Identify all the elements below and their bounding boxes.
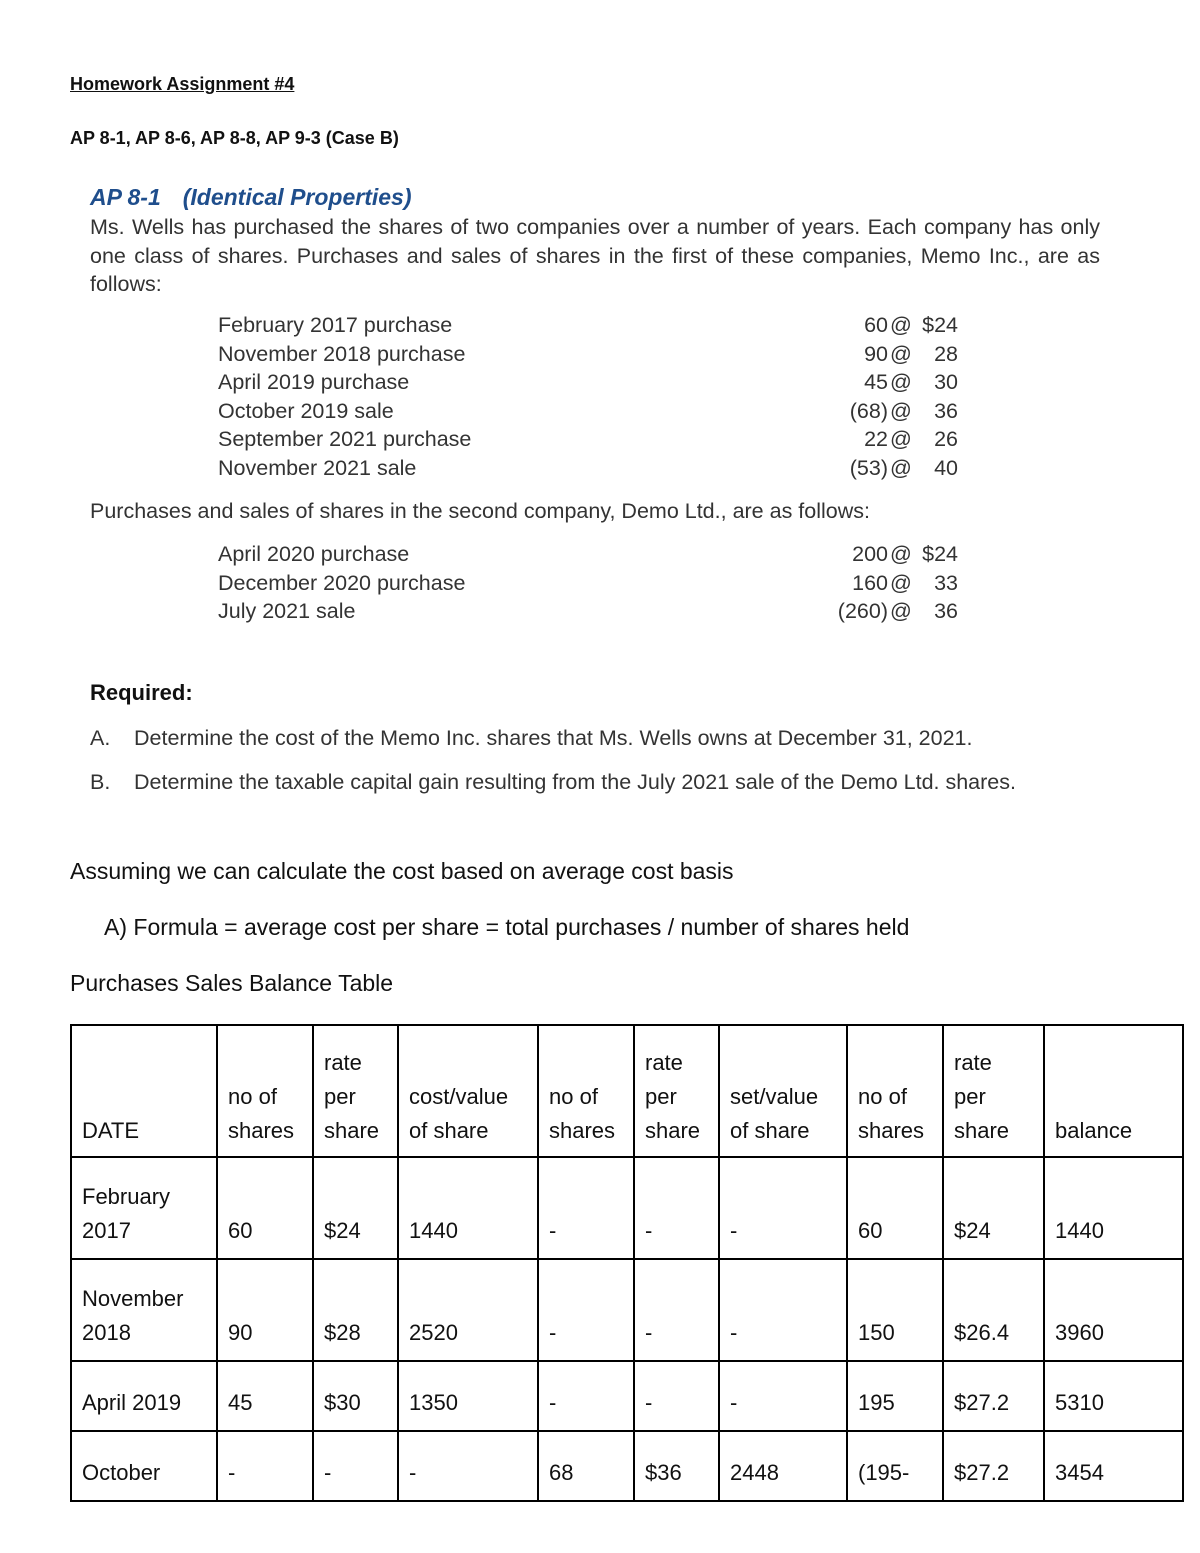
problem-name: (Identical Properties) — [182, 184, 412, 210]
transaction-row — [218, 370, 958, 398]
column-header-line: of share — [409, 1118, 489, 1143]
table-cell: 90 — [217, 1259, 313, 1361]
table-title: Purchases Sales Balance Table — [70, 970, 394, 996]
transaction-qty: 60 — [864, 313, 888, 337]
table-cell: $24 — [313, 1157, 398, 1259]
column-header-line: DATE — [82, 1118, 140, 1143]
column-header-line: rate — [954, 1050, 992, 1075]
transaction-qty: (68) — [849, 398, 888, 423]
table-cell: 1440 — [1044, 1157, 1183, 1259]
at-sign: @ — [890, 427, 912, 452]
transaction-row — [218, 313, 958, 341]
table-cell: - — [398, 1431, 538, 1501]
transaction-qty: 160 — [852, 570, 888, 595]
date-cell-line: April 2019 — [82, 1390, 182, 1415]
table-cell: 3960 — [1044, 1259, 1183, 1361]
table-cell: $30 — [313, 1361, 398, 1431]
column-header-line: cost/value — [409, 1084, 509, 1109]
at-sign: @ — [890, 570, 912, 595]
required-item-a — [90, 726, 972, 751]
column-header-line: share — [954, 1118, 1010, 1143]
assigned-problems: AP 8-1, AP 8-6, AP 8-8, AP 9-3 (Case B) — [70, 128, 399, 148]
transaction-price: 26 — [934, 427, 958, 452]
column-header-line: share — [324, 1118, 380, 1143]
table-cell: 60 — [217, 1157, 313, 1259]
column-header-line: set/value — [730, 1084, 819, 1109]
table-cell: - — [634, 1157, 719, 1259]
formula-text: A) Formula = average cost per share = total purchases / number of shares held — [104, 914, 910, 940]
transaction-price: 33 — [934, 570, 958, 595]
problem-heading — [90, 184, 412, 211]
transaction-label: December 2020 purchase — [218, 570, 466, 595]
transaction-qty: 90 — [864, 341, 888, 366]
table-cell: 195 — [847, 1361, 943, 1431]
table-cell: $36 — [634, 1431, 719, 1501]
table-cell: - — [634, 1259, 719, 1361]
problem-code: AP 8-1 — [90, 184, 161, 210]
column-header — [1044, 1025, 1183, 1157]
date-cell-line: 2017 — [82, 1218, 131, 1243]
table-cell: - — [217, 1431, 313, 1501]
transaction-qty: 200 — [852, 542, 888, 566]
column-header-line: rate — [324, 1050, 362, 1075]
table-cell: (195- — [847, 1431, 943, 1501]
required-text: Determine the taxable capital gain resulting from the July 2021 sale of the Demo Ltd. shares. — [134, 770, 1016, 794]
transaction-row — [218, 456, 958, 484]
table-cell: 150 — [847, 1259, 943, 1361]
table-cell: $24 — [943, 1157, 1044, 1259]
column-header-line: shares — [549, 1118, 616, 1143]
at-sign: @ — [890, 599, 912, 624]
transaction-row — [218, 399, 958, 427]
column-header — [313, 1025, 398, 1157]
table-cell: - — [719, 1361, 847, 1431]
date-cell — [71, 1259, 217, 1361]
table-row — [71, 1431, 1183, 1501]
table-cell: 68 — [538, 1431, 634, 1501]
assumption-text: Assuming we can calculate the cost based on average cost basis — [70, 858, 734, 884]
table-row — [71, 1259, 1183, 1361]
at-sign: @ — [890, 456, 912, 480]
column-header-line: balance — [1055, 1118, 1133, 1143]
transaction-label: October 2019 sale — [218, 398, 394, 423]
transaction-label: April 2020 purchase — [218, 542, 410, 566]
table-cell: $27.2 — [943, 1361, 1044, 1431]
transaction-label: April 2019 purchase — [218, 370, 410, 395]
transaction-label: September 2021 purchase — [218, 427, 472, 452]
table-cell: 1440 — [398, 1157, 538, 1259]
table-cell: 45 — [217, 1361, 313, 1431]
transaction-price: 28 — [934, 341, 958, 366]
demo-intro: Purchases and sales of shares in the second company, Demo Ltd., are as follows: — [90, 499, 870, 523]
transaction-qty: 45 — [864, 370, 888, 395]
table-cell: $27.2 — [943, 1431, 1044, 1501]
transaction-row — [218, 342, 958, 370]
column-header-line: per — [324, 1084, 356, 1109]
column-header — [719, 1025, 847, 1157]
transaction-row — [218, 571, 958, 599]
required-heading: Required: — [90, 680, 193, 705]
transaction-label: July 2021 sale — [218, 599, 356, 624]
column-header-line: share — [645, 1118, 701, 1143]
transaction-label: November 2018 purchase — [218, 341, 466, 366]
transaction-price: 40 — [934, 456, 958, 480]
date-cell — [71, 1431, 217, 1501]
table-cell: 5310 — [1044, 1361, 1183, 1431]
column-header — [847, 1025, 943, 1157]
problem-intro: Ms. Wells has purchased the shares of two companies over a number of years. Each company has only one class of shares. Purchases and sales of shares in the first of these companies, Memo Inc., are as follows: — [90, 215, 1100, 296]
table-cell: - — [719, 1259, 847, 1361]
at-sign: @ — [890, 542, 912, 566]
date-cell — [71, 1361, 217, 1431]
table-cell: - — [634, 1361, 719, 1431]
table-cell: $26.4 — [943, 1259, 1044, 1361]
column-header — [634, 1025, 719, 1157]
column-header — [538, 1025, 634, 1157]
date-cell-line: February — [82, 1184, 171, 1209]
transaction-qty: 22 — [864, 427, 888, 452]
column-header — [217, 1025, 313, 1157]
assignment-title: Homework Assignment #4 — [70, 74, 295, 94]
table-row — [71, 1361, 1183, 1431]
table-cell: 60 — [847, 1157, 943, 1259]
table-cell: 1350 — [398, 1361, 538, 1431]
transaction-price: 36 — [934, 398, 958, 423]
at-sign: @ — [890, 370, 912, 395]
table-cell: - — [538, 1157, 634, 1259]
column-header — [71, 1025, 217, 1157]
transaction-price: 36 — [934, 599, 958, 624]
date-cell-line: November — [82, 1286, 184, 1311]
table-cell: 2520 — [398, 1259, 538, 1361]
column-header-line: no of — [228, 1084, 277, 1109]
required-text: Determine the cost of the Memo Inc. shares that Ms. Wells owns at December 31, 2021. — [134, 726, 973, 750]
transaction-price: $24 — [922, 313, 958, 337]
purchases-sales-balance-table — [70, 1024, 1184, 1502]
transaction-qty: (53) — [849, 456, 888, 480]
column-header-line: per — [954, 1084, 986, 1109]
transaction-label: February 2017 purchase — [218, 313, 453, 337]
column-header-line: no of — [858, 1084, 907, 1109]
required-letter: A. — [90, 726, 111, 750]
date-cell — [71, 1157, 217, 1259]
at-sign: @ — [890, 398, 912, 423]
column-header-line: shares — [858, 1118, 925, 1143]
table-cell: - — [538, 1259, 634, 1361]
table-cell: 3454 — [1044, 1431, 1183, 1501]
column-header-line: of share — [730, 1118, 810, 1143]
table-cell: 2448 — [719, 1431, 847, 1501]
at-sign: @ — [890, 341, 912, 366]
required-item-b — [90, 770, 1016, 795]
column-header — [943, 1025, 1044, 1157]
column-header-line: shares — [228, 1118, 295, 1143]
table-cell: - — [719, 1157, 847, 1259]
required-letter: B. — [90, 770, 111, 794]
table-cell: $28 — [313, 1259, 398, 1361]
transaction-price: $24 — [922, 542, 958, 566]
table-header-row — [71, 1025, 1183, 1157]
column-header-line: per — [645, 1084, 677, 1109]
table-cell: - — [313, 1431, 398, 1501]
date-cell-line: 2018 — [82, 1320, 131, 1345]
table-row — [71, 1157, 1183, 1259]
transaction-row — [218, 542, 958, 570]
column-header — [398, 1025, 538, 1157]
column-header-line: rate — [645, 1050, 683, 1075]
transaction-qty: (260) — [837, 599, 888, 624]
column-header-line: no of — [549, 1084, 598, 1109]
transaction-row — [218, 427, 958, 455]
transaction-row — [218, 599, 958, 627]
transaction-label: November 2021 sale — [218, 456, 417, 480]
at-sign: @ — [890, 313, 912, 337]
transaction-price: 30 — [934, 370, 958, 395]
table-cell: - — [538, 1361, 634, 1431]
date-cell-line: October — [82, 1460, 161, 1485]
